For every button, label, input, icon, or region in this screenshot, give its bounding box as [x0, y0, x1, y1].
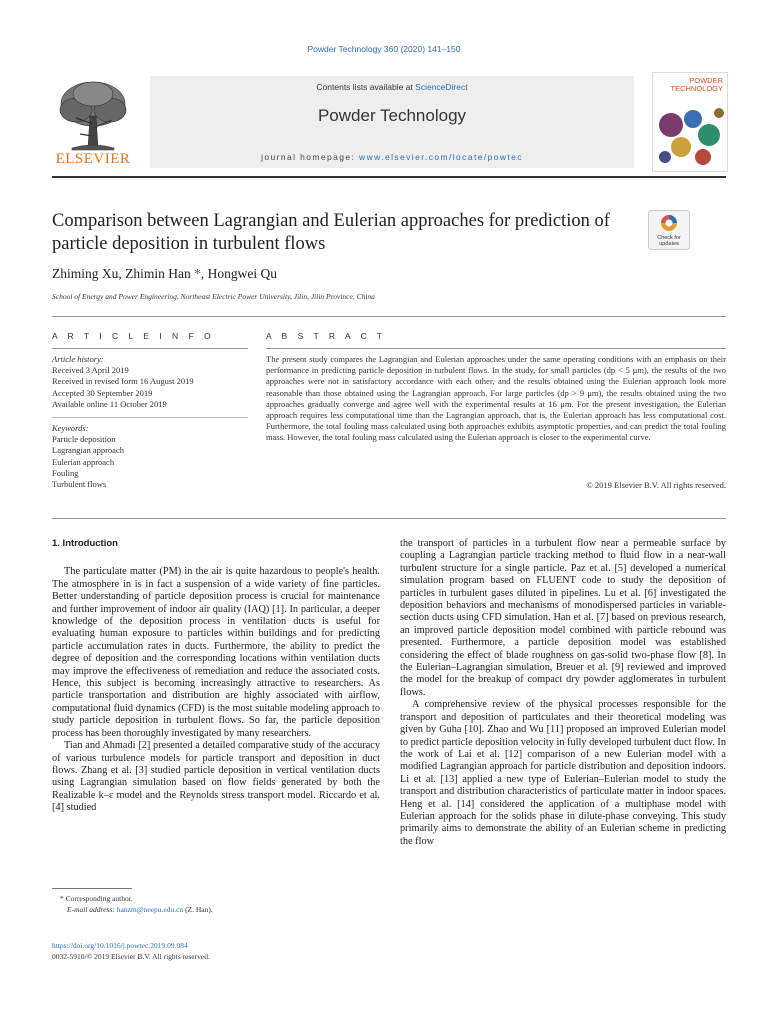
- history-item: Available online 11 October 2019: [52, 398, 167, 409]
- masthead: [52, 72, 726, 172]
- section-heading-introduction: 1. Introduction: [52, 538, 118, 549]
- journal-name: Powder Technology: [317, 106, 467, 125]
- author-email-link[interactable]: hanzm@neepu.edu.cn: [116, 904, 184, 914]
- keyword-item: Lagrangian approach: [52, 445, 124, 456]
- article-history: [52, 354, 248, 410]
- cover-title: [670, 77, 723, 92]
- author-list: [52, 266, 277, 282]
- footnote-star: *: [60, 894, 64, 903]
- footnote-corresponding: Corresponding author.: [65, 894, 133, 903]
- journal-reference[interactable]: Powder Technology 360 (2020) 141–150: [307, 44, 461, 54]
- abstract-bottom-rule: [52, 518, 726, 519]
- crossmark-label-1: Check for: [657, 235, 681, 241]
- history-item: Received 3 April 2019: [52, 365, 129, 376]
- corresponding-author-marker[interactable]: *: [194, 266, 201, 281]
- journal-header-band: [150, 76, 634, 168]
- contents-line: [150, 82, 634, 92]
- keywords-block: [52, 423, 248, 490]
- doi-block: [52, 940, 210, 962]
- doi-link[interactable]: https://doi.org/10.1016/j.powtec.2019.09.084: [52, 941, 188, 950]
- keywords-label: Keywords:: [52, 423, 89, 433]
- email-label: E-mail address:: [67, 904, 117, 914]
- homepage-line: [150, 152, 634, 162]
- email-suffix: (Z. Han).: [183, 904, 213, 914]
- cover-title-line1: POWDER: [689, 76, 723, 85]
- keyword-item: Particle deposition: [52, 434, 116, 445]
- abstract-copyright: © 2019 Elsevier B.V. All rights reserved.: [586, 480, 726, 490]
- body-column-right: [400, 538, 726, 848]
- keyword-item: Turbulent flows: [52, 479, 107, 490]
- keyword-item: Fouling: [52, 467, 79, 478]
- body-paragraph: Tian and Ahmadi [2] presented a detailed comparative study of the accuracy of various turbulence models for particle transport and deposition in duct flows. Zhang et al. [3] studied particle deposition in vertical ventilation ducts using Lagrangian simulation based on flow fields generated by both the Realizable k–ε model and the Reynolds stress transport model. Riccardo et al. [4] studied: [52, 740, 380, 814]
- history-item: Received in revised form 16 August 2019: [52, 376, 194, 387]
- body-paragraph: The particulate matter (PM) in the air is quite hazardous to people's health. The atmosphere in is in fact a suspension of a wide variety of fine particles. Better understanding of particle deposition process is crucial for maintenance and further improvement of indoor air quality (IAQ) [1]. In particular, a deeper knowledge of the deposition process in ventilation ducts is useful for evaluating human exposure to particles within buildings and for predicting particle accumulation rates in ducts. Furthermore, the ability to predict the degree of deposition and the corresponding locations within ventilation ducts may improve the effectiveness of remediation and reduce the associated costs. Hence, this subject is becoming increasingly attractive to researchers. As particle transportation and distribution are highly associated with airflow, computational fluid dynamics (CFD) is the most suitable modeling approach to study particle deposition in turbulent flows. So far, the particle deposition process has been thoroughly investigated by many researchers.: [52, 566, 380, 739]
- sciencedirect-link[interactable]: ScienceDirect: [415, 82, 468, 92]
- article-info-heading: A R T I C L E I N F O: [52, 331, 215, 341]
- crossmark-label-2: updates: [659, 241, 679, 247]
- contents-prefix: Contents lists available at: [316, 82, 416, 92]
- history-label: Article history:: [52, 354, 104, 364]
- header-rule: [52, 176, 726, 178]
- body-paragraph: A comprehensive review of the physical processes responsible for the transport and deposition of particulates and their theoretical modeling was given by Guha [10]. Zhao and Wu [11] proposed an improved Eulerian model to predict particle deposition velocity in fully developed turbulent duct flow. In the work of Lai et al. [12] comparison of a new Eulerian model with a modified Lagrangian approach for particle distribution and deposition indoors. Li et al. [13] applied a new type of Eulerian–Eulerian model to study the transport and distribution characteristics of particulate matter in indoor spaces. Heng et al. [14] considered the application of a multiphase model with Eulerian approach for the solids phase in dilute-phase conveying. This study primarily aims to demonstrate the ability of an Eulerian scheme in predicting the flow: [400, 699, 726, 847]
- keyword-item: Eulerian approach: [52, 456, 115, 467]
- body-column-left: [52, 538, 380, 815]
- history-item: Accepted 30 September 2019: [52, 387, 153, 398]
- abstract-text: The present study compares the Lagrangian and Eulerian approaches under the same operating conditions with an emphasis on their performance in predicting particle deposition in turbulent flows. In the study, for small particles (dp < 5 μm), the results of the two approaches were not in satisfactory accordance with each other, and the results obtained using the Eulerian approach look more reasonable than those obtained using the Lagrangian approach. For large particles (dp > 9 μm), the results obtained using the two approaches gradually converge and agree well with the experimental results at 16 μm. For the present investigation, the Eulerian approach requires less computational time than the Lagrangian approach, that is, the Eulerian approach has less computational cost. Furthermore, the total fouling mass calculated using both approaches exhibits asymptotic properties, and can predict the total fouling mass. However, the total fouling mass calculated using the Eulerian approach is closer to the experimental curve.: [266, 354, 726, 443]
- footnote: [60, 894, 380, 915]
- homepage-link[interactable]: www.elsevier.com/locate/powtec: [359, 152, 523, 162]
- abstract-heading: A B S T R A C T: [266, 331, 387, 341]
- title-rule: [52, 316, 726, 317]
- cover-artwork: [653, 95, 727, 171]
- journal-cover-thumbnail[interactable]: [652, 72, 728, 172]
- paper-title: Comparison between Lagrangian and Eulerian approaches for prediction of particle deposition in turbulent flows: [52, 211, 610, 254]
- footnote-rule: [52, 888, 132, 889]
- affiliation: School of Energy and Power Engineering, Northeast Electric Power University, Jilin, Jilin Province, China: [52, 292, 375, 301]
- homepage-prefix: journal homepage:: [261, 152, 360, 162]
- issn-line: 0032-5910/© 2019 Elsevier B.V. All rights reserved.: [52, 952, 210, 961]
- check-for-updates-icon[interactable]: [648, 210, 690, 250]
- authors-first: Zhiming Xu, Zhimin Han: [52, 266, 195, 281]
- body-paragraph: the transport of particles in a turbulent flow near a permeable surface by coupling a Lagrangian particle tracking method to fluid flow in a near-wall turbulent structure for a single particle. Paz et al. [5] developed a numerical simulation program based on FLUENT code to study the deposition of particles in turbulent gases diluted in pipelines. Lu et al. [6] investigated the deposition behaviors and mechanisms of monodispersed particles in variable-section ducts using CFD simulation. Han et al. [7] based on previous research, an improved particle deposition model combined with particle rebound was presented. Furthermore, a particle deposition model was established considering the effect of blade roughness on gas-solid two-phase flow [8]. In the Eulerian–Lagrangian simulation, Breuer et al. [9] reviewed and improved the model for the breakup of compact dry powder agglomerates in turbulent flows.: [400, 538, 726, 698]
- authors-rest: , Hongwei Qu: [200, 266, 277, 281]
- elsevier-wordmark: ELSEVIER: [55, 151, 131, 167]
- cover-title-line2: TECHNOLOGY: [670, 83, 723, 93]
- abstract-rule: [266, 348, 726, 349]
- keywords-rule: [52, 417, 248, 418]
- article-info-rule: [52, 348, 248, 349]
